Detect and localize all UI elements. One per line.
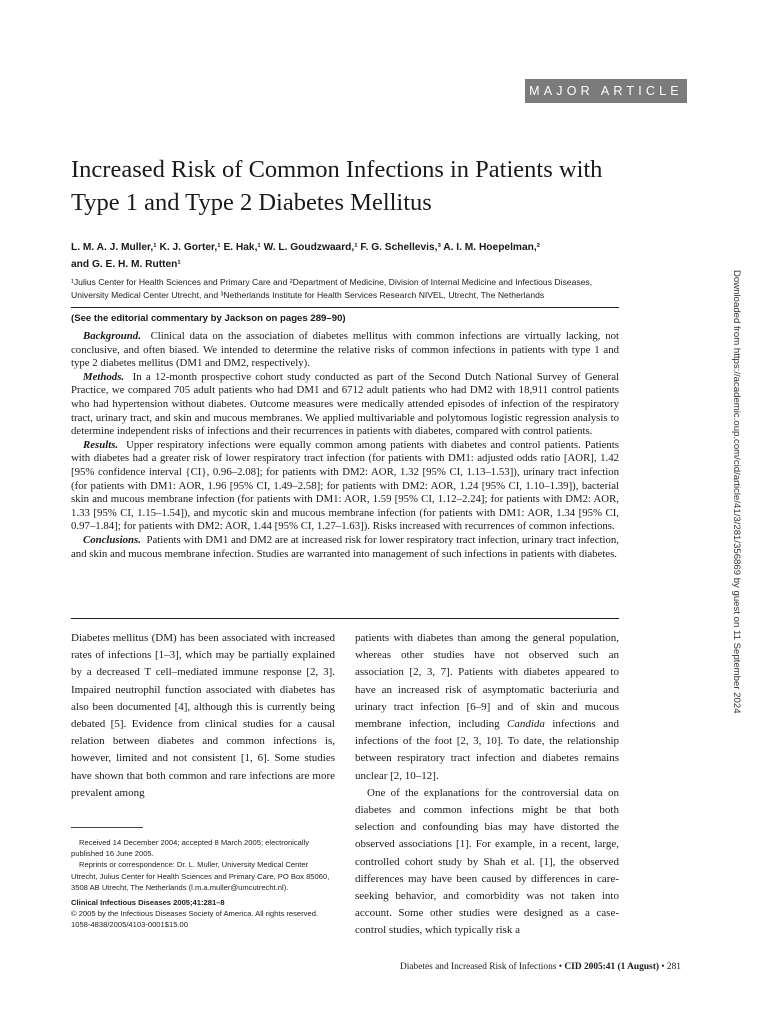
abstract-background bbox=[71, 330, 619, 371]
affiliations: ¹Julius Center for Health Sciences and Primary Care and ²Department of Medicine, Division of Internal Medicine and Infectious Diseases, University Medical Center Utrecht, and ³Netherlands Institute for Health Services Research NIVEL, Utrecht, The Netherlands bbox=[71, 277, 593, 300]
abstract-background-text: Clinical data on the association of diabetes mellitus with common infections are virtually lacking, not conclusive, and often biased. We intended to determine the relative risks of common infections in patients with type 1 and type 2 diabetes mellitus (DM1 and DM2, respectively). bbox=[71, 330, 619, 370]
footnote-divider bbox=[71, 827, 143, 828]
author-list bbox=[71, 239, 631, 273]
author-line-1: L. M. A. J. Muller,¹ K. J. Gorter,¹ E. Hak,¹ W. L. Goudzwaard,¹ F. G. Schellevis,³ A. I. M. Hoepelman,² bbox=[71, 242, 541, 253]
body-paragraph: Diabetes mellitus (DM) has been associated with increased rates of infections [1–3], which may be partially explained by a decreased T cell–mediated immune response [2, 3]. Impaired neutrophil function associated with diabetes has also been documented [4], although this is currently being debated [5]. Evidence from clinical studies for a causal relation between diabetes and common infections is, however, limited and not consistent [1, 6]. Some studies have shown that both common and rare infections are more prevalent among bbox=[71, 632, 335, 799]
running-footer bbox=[330, 962, 681, 972]
abstract-conclusions-label: Conclusions. bbox=[83, 533, 141, 546]
download-watermark-text: Downloaded from https://academic.oup.com/cid/article/41/3/281/356869 by guest on 11 September 2024 bbox=[731, 270, 742, 714]
abstract-results-label: Results. bbox=[83, 438, 119, 451]
footnote-journal: Clinical Infectious Diseases 2005;41:281–8 bbox=[71, 898, 225, 908]
footnote-received: Received 14 December 2004; accepted 8 March 2005; electronically published 16 June 2005. bbox=[71, 838, 310, 859]
abstract-methods-text: In a 12-month prospective cohort study conducted as part of the Second Dutch National Survey of General Practice, we compared 705 adult patients who had DM1 and 6712 adult patients who had DM2 with 18,911 control patients who had hypertension without diabetes. Outcome measures were medically attended episodes of infection of the respiratory tract, urinary tract, and skin and mucous membranes. We applied multivariable and polytomous logistic regression analysis to determine independent risks of infections and their recurrences in patients with diabetes, compared with control patients. bbox=[71, 370, 620, 438]
divider bbox=[71, 307, 619, 308]
divider bbox=[71, 618, 619, 619]
body-right-column bbox=[355, 630, 619, 940]
body-paragraph: One of the explanations for the controversial data on diabetes and common infections might be that both selection and confounding bias may have distorted the observed associations [1]. For example, in a recent, large, controlled cohort study by Shah et al. [1], the observed differences may have been caused by differences in care-seeking behavior, and comorbidity was not taken into account. Some other studies were designed as a case-control studies, which typically risk a bbox=[355, 786, 619, 937]
footnotes bbox=[71, 837, 335, 931]
editorial-note: (See the editorial commentary by Jackson on pages 289–90) bbox=[71, 313, 346, 324]
running-footer-citation: CID 2005:41 (1 August) bbox=[564, 962, 659, 972]
author-line-2: and G. E. H. M. Rutten¹ bbox=[71, 259, 181, 270]
download-watermark bbox=[731, 270, 749, 760]
abstract-conclusions-text: Patients with DM1 and DM2 are at increased risk for lower respiratory tract infection, urinary tract infection, and skin and mucous membrane infection. Studies are warranted into management of such infections in patients with diabetes. bbox=[71, 533, 619, 560]
body-paragraph bbox=[355, 630, 619, 785]
page-number: • 281 bbox=[658, 962, 681, 972]
body-text: patients with diabetes than among the general population, whereas other studies have not observed such an association [2, 3, 7]. Patients with diabetes appeared to have an increased risk of asymptomatic bacteriuria and urinary tract infection [6–9] and of skin and mucous membrane infection, including bbox=[355, 632, 619, 731]
footnote-reprints: Reprints or correspondence: Dr. L. Muller, University Medical Center Utrecht, Julius Center for Health Sciences and Primary Care, PO Box 85060, 3508 AB Utrecht, The Netherlands (l.m.a.muller@umcutrecht.nl). bbox=[71, 860, 330, 892]
abstract-results-text: Upper respiratory infections were equally common among patients with diabetes and control patients. Patients with diabetes had a greater risk of lower respiratory tract infection (for patients with DM1: adjusted odds ratio [AOR], 1.42 [95% confidence interval {CI}, 0.96–2.08]; for patients with DM2: AOR, 1.32 [95% CI, 1.13–1.53]), urinary tract infection (for patients with DM1: AOR, 1.96 [95% CI, 1.49–2.58]; for patients with DM2: AOR, 1.24 [95% CI, 1.10–1.39]), bacterial skin and mucous membrane infection (for patients with DM1: AOR, 1.59 [95% CI, 1.12–2.24]; for patients with DM2: AOR, 1.33 [95% CI, 1.15–1.54]), and mycotic skin and mucous membrane infection (for patients with DM1: AOR, 1.34 [95% CI, 0.97–1.84]; for patients with DM2: AOR, 1.44 [95% CI, 1.27–1.63]). Risks increased with recurrences of common infections. bbox=[71, 438, 619, 533]
abstract bbox=[71, 330, 619, 561]
article-type-badge: MAJOR ARTICLE bbox=[525, 79, 687, 103]
abstract-methods-label: Methods. bbox=[83, 370, 125, 383]
footnote-copyright: © 2005 by the Infectious Diseases Society of America. All rights reserved. bbox=[71, 909, 319, 919]
article-title: Increased Risk of Common Infections in Patients with Type 1 and Type 2 Diabetes Mellitus bbox=[71, 156, 603, 216]
body-left-column bbox=[71, 630, 335, 802]
abstract-methods bbox=[71, 371, 619, 439]
footnote-issn: 1058-4838/2005/4103-0001$15.00 bbox=[71, 920, 188, 930]
abstract-conclusions bbox=[71, 534, 619, 561]
abstract-background-label: Background. bbox=[83, 330, 141, 342]
abstract-results bbox=[71, 439, 619, 534]
body-text-italic: Candida bbox=[507, 718, 545, 731]
body-text: infections and infections of the foot [2, 3, 10]. To date, the relationship between respiratory tract infection and diabetes remains unclear [2, 10–12]. bbox=[355, 718, 619, 782]
running-footer-title: Diabetes and Increased Risk of Infections • bbox=[399, 962, 565, 972]
